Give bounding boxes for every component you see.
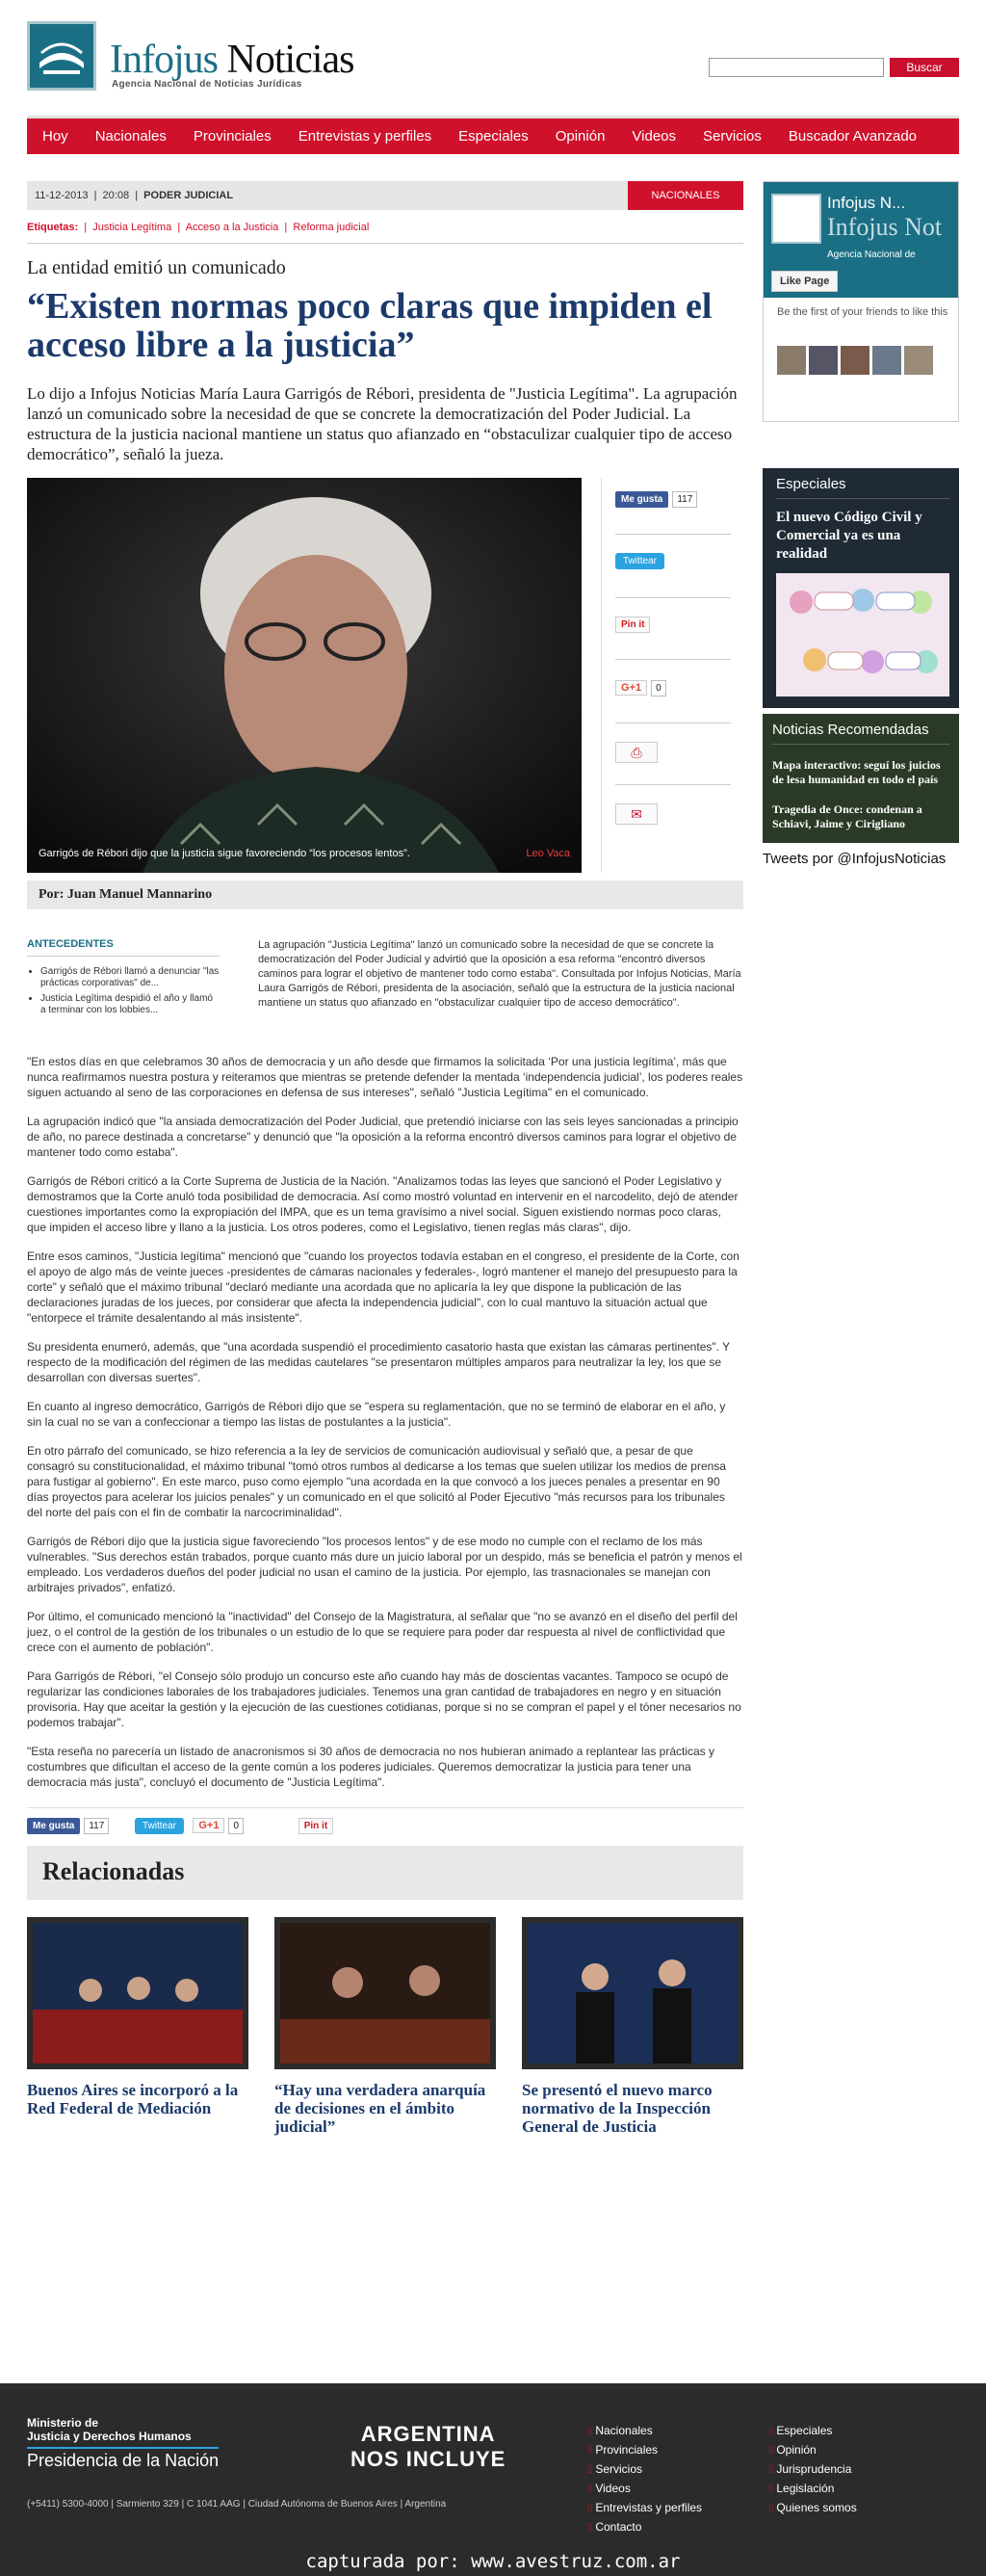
antecedentes-title: ANTECEDENTES xyxy=(27,938,220,957)
related-card[interactable] xyxy=(274,1917,496,2136)
main-nav xyxy=(27,116,959,154)
related-title[interactable]: “Hay una verdadera anarquía de decisiones en el ámbito judicial” xyxy=(274,2081,486,2136)
article-paragraph: En cuanto al ingreso democrático, Garrigós de Rébori dijo que se "espera su reglamentación, que no se terminó de elaborar en el año, y sin la cual no se van a confeccionar a tiempo las listas de postulantes a la justicia". xyxy=(27,1400,726,1429)
logo-name: Infojus xyxy=(110,38,218,82)
media-row xyxy=(27,478,743,873)
footer-link[interactable]: ⁞⁞ Especiales xyxy=(768,2422,857,2441)
related-card[interactable] xyxy=(27,1917,248,2117)
article-paragraph: Garrigós de Rébori criticó a la Corte Suprema de Justicia de la Nación. "Analizamos todas las leyes que sancionó el Poder Legislativo y demostramos que la Corte anuló toda posibilidad de democracia. Así como mostró voluntad en intervenir en el narcodelito, dejó de atender cuestiones importantes como la expropiación del IMPA, que es un tema gravísimo a nivel social. Siguen existiendo normas poco claras, que impiden el acceso libre y llano a la justicia. Los otros poderes, como el Legislativo, tienen reglas más claras", dijo. xyxy=(27,1174,739,1234)
argentina-line-1: ARGENTINA xyxy=(360,2422,496,2446)
footer-link[interactable]: ⁞⁞ Contacto xyxy=(587,2518,702,2537)
gplus-count: 0 xyxy=(651,680,666,697)
tag-link[interactable]: Justicia Legítima xyxy=(92,222,172,233)
mail-icon: ✉ xyxy=(615,803,658,825)
sidebar xyxy=(763,181,959,868)
article-paragraph: Su presidenta enumeró, además, que "una acordada suspendió el procedimiento casatorio hasta que existan las cámaras pertinentes". Y respecto de la modificación del régimen de las medidas cautelares "se presentaron múltiples amparos para neutralizar la ley, los que se desarrollan con diversas suertes". xyxy=(27,1340,730,1384)
nav-item-opinion[interactable]: Opinión xyxy=(555,128,606,145)
gplus-button[interactable]: G+1 xyxy=(615,680,647,696)
article-paragraph: Garrigós de Rébori dijo que la justicia sigue favoreciendo "los procesos lentos" y de ese modo no cumple con el reclamo de los más vulnerables. "Sus derechos están trabados, porque cuanto más dure un juicio laboral por un despido, más se beneficia el patrón y menos el empleado. Los verdaderos dueños del poder judicial no usan el camino de la justicia. Por ejemplo, las trasnacionales se manejan con arbitrajes privados", enfatizó. xyxy=(27,1535,742,1594)
tags-label: Etiquetas: xyxy=(27,222,79,233)
gplus-count: 0 xyxy=(228,1818,244,1834)
fb-like-count: 117 xyxy=(672,491,697,508)
antecedente-link[interactable]: • Justicia Legítima despidió el año y llamó a terminar con los lobbies... xyxy=(40,993,220,1016)
nav-item-videos[interactable]: Videos xyxy=(632,128,677,145)
article-paragraph: "En estos días en que celebramos 30 años de democracia y un año desde que firmamos la solicitada ‘Por una justicia legítima’, más que nunca reafirmamos nuestra postura y reiteramos que mientras se pretende defender la mentada ‘independencia judicial’, los poderes reales siguen actuando al seno de las corporaciones en defensa de sus intereses", señaló "Justicia Legítima" en el comunicado. xyxy=(27,1055,743,1099)
footer-link[interactable]: ⁞⁞ Nacionales xyxy=(587,2422,702,2441)
footer-link[interactable]: ⁞⁞ Legislación xyxy=(768,2480,857,2499)
related-image xyxy=(27,1917,248,2069)
email-button[interactable] xyxy=(615,803,658,825)
related-title[interactable]: Se presentó el nuevo marco normativo de la Inspección General de Justicia xyxy=(522,2081,713,2136)
tag-link[interactable]: Acceso a la Justicia xyxy=(185,222,279,233)
tags-row: Etiquetas: | Justicia Legítima | Acceso a la Justicia | Reforma judicial xyxy=(27,222,370,233)
article-time: 20:08 xyxy=(102,190,130,201)
pinterest-widget xyxy=(615,617,650,633)
fb-page-name[interactable]: Infojus N... xyxy=(827,194,906,212)
article-dateline: 11-12-2013 | 20:08 | PODER JUDICIAL xyxy=(35,190,234,201)
avatar[interactable] xyxy=(809,346,838,375)
footer-address: (+5411) 5300-4000 | Sarmiento 329 | C 1041 AAG | Ciudad Autónoma de Buenos Aires | Argentina xyxy=(27,2499,447,2510)
recomendada-link[interactable]: Tragedia de Once: condenan a Schiavi, Jaime y Cirigliano xyxy=(772,802,922,830)
article-photo[interactable] xyxy=(27,478,582,873)
article-kicker: La entidad emitió un comunicado xyxy=(27,257,286,278)
related-title[interactable]: Buenos Aires se incorporó a la Red Federal de Mediación xyxy=(27,2081,239,2117)
footer-link[interactable]: ⁞⁞ Videos xyxy=(587,2480,702,2499)
avatar[interactable] xyxy=(841,346,869,375)
nav-item-nacionales[interactable]: Nacionales xyxy=(94,128,167,145)
article-paragraph: Por último, el comunicado mencionó la "inactividad" del Consejo de la Magistratura, al señalar que "no se avanzó en el diseño del perfil del juez, o el control de la gestión de los tribunales o un estudio de lo que se requiere para poder dar respuesta al nivel de conflictividad que crece con el aumento de población". xyxy=(27,1610,738,1654)
article-body xyxy=(27,1054,743,1790)
antecedente-link[interactable]: • Garrigós de Rébori llamó a denunciar "las prácticas corporativas" de... xyxy=(40,966,220,989)
fb-friend-faces xyxy=(777,346,933,375)
intro-block xyxy=(27,938,743,1044)
presidency-logo[interactable]: Presidencia de la Nación xyxy=(27,2447,219,2471)
fb-like-count: 117 xyxy=(84,1818,109,1834)
pin-it-button[interactable]: Pin it xyxy=(615,617,650,633)
portrait-image xyxy=(27,478,582,873)
section-badge[interactable]: NACIONALES xyxy=(628,181,743,210)
related-row xyxy=(27,1917,743,2139)
antecedentes-list xyxy=(27,966,220,1016)
pin-it-button[interactable]: Pin it xyxy=(298,1818,333,1834)
site-footer xyxy=(0,2383,986,2576)
photo-caption: Garrigós de Rébori dijo que la justicia sigue favoreciendo “los procesos lentos”. xyxy=(39,848,410,859)
book-logo-icon xyxy=(27,21,96,91)
article-meta-bar xyxy=(27,181,743,210)
fb-page-sub: Agencia Nacional de xyxy=(827,250,916,260)
avatar[interactable] xyxy=(904,346,933,375)
print-button[interactable] xyxy=(615,742,658,763)
especiales-box xyxy=(763,468,959,708)
search-button[interactable]: Buscar xyxy=(890,58,959,77)
divider xyxy=(615,659,731,660)
footer-link[interactable]: ⁞⁞ Entrevistas y perfiles xyxy=(587,2499,702,2518)
divider xyxy=(27,243,743,244)
footer-link[interactable]: ⁞⁞ Quienes somos xyxy=(768,2499,857,2518)
ministry-line-2: Justicia y Derechos Humanos xyxy=(27,2430,192,2443)
facebook-cover xyxy=(764,182,958,298)
article-column xyxy=(27,181,743,2139)
author-byline: Por: Juan Manuel Mannarino xyxy=(27,881,743,909)
fb-like-button[interactable]: Me gusta xyxy=(615,491,668,508)
especiales-feature-image[interactable] xyxy=(776,573,949,697)
logo-title xyxy=(110,37,353,83)
avatar[interactable] xyxy=(777,346,806,375)
tweet-button[interactable]: Twittear xyxy=(135,1818,184,1834)
logo-subtitle: Agencia Nacional de Noticias Jurídicas xyxy=(112,79,302,90)
related-card[interactable] xyxy=(522,1917,743,2136)
antecedentes-box xyxy=(27,938,220,1020)
nav-item-hoy[interactable]: Hoy xyxy=(42,128,68,145)
nav-item-especiales[interactable]: Especiales xyxy=(458,128,529,145)
footer-links-1 xyxy=(587,2422,702,2537)
fb-like-widget xyxy=(615,491,697,508)
footer-links-2 xyxy=(768,2422,857,2518)
argentina-line-2: NOS INCLUYE xyxy=(350,2447,506,2471)
fb-like-button[interactable]: Me gusta xyxy=(27,1818,80,1834)
like-page-button[interactable]: Like Page xyxy=(771,271,838,292)
nav-item-servicios[interactable]: Servicios xyxy=(703,128,762,145)
related-image xyxy=(522,1917,743,2069)
footer-link[interactable]: ⁞⁞ Jurisprudencia xyxy=(768,2460,857,2480)
footer-link[interactable]: ⁞⁞ Opinión xyxy=(768,2441,857,2460)
print-icon: ⎙ xyxy=(615,742,658,763)
nav-item-entrevistas[interactable]: Entrevistas y perfiles xyxy=(298,128,432,145)
article-section: PODER JUDICIAL xyxy=(143,190,234,201)
article-paragraph: Entre esos caminos, "Justicia legítima" mencionó que "cuando los proyectos todavía estaban en el congreso, el presidente de la Corte, con el apoyo de algo más de veinte jueces -presidentes de cámaras nacionales y federales-, logró mantener el manejo del presupuesto para la corte" y señaló que el máximo tribunal "declaró mediante una acordada que no aplicaría la ley que dispone la publicación de las declaraciones juradas de los jueces, por considerar que afecta la independencia judicial", con lo cual mantuvo la situación actual que "entorpece el trámite desalentando al más insistente". xyxy=(27,1249,740,1325)
facebook-page-widget xyxy=(763,181,959,422)
tweets-widget[interactable]: Tweets por @InfojusNoticias xyxy=(763,851,947,867)
footer-link[interactable]: ⁞⁞ Provinciales xyxy=(587,2441,702,2460)
nav-item-provinciales[interactable]: Provinciales xyxy=(193,128,272,145)
divider xyxy=(615,597,731,598)
article-paragraph: "Esta reseña no parecería un listado de anacronismos si 30 años de democracia no nos hubieran animado a replantear las prácticas y costumbres que dificultan el acceso de la gente común a los poderes judiciales. Queremos democratizar la justicia para tener una democracia más justa", concluyó el documento de "Justicia Legítima". xyxy=(27,1745,715,1789)
fb-friends-text: Be the first of your friends to like this xyxy=(777,306,948,318)
tag-link[interactable]: Reforma judicial xyxy=(293,222,370,233)
article-paragraph: La agrupación indicó que "la ansiada democratización del Poder Judicial, que pretendió iniciarse con las seis leyes sancionadas a principio de año, no parece destinada a concretarse" y denunció que "la oposición a la reforma encontró diversos caminos para lograr el objetivo de mantener todo como estaba". xyxy=(27,1115,739,1159)
tweet-button[interactable]: Twittear xyxy=(615,553,664,569)
divider xyxy=(615,534,731,535)
argentina-nos-incluye-logo xyxy=(350,2422,506,2472)
gplus-widget xyxy=(615,680,666,697)
share-column xyxy=(601,478,743,873)
divider xyxy=(615,784,731,785)
intro-paragraph: La agrupación "Justicia Legítima" lanzó un comunicado sobre la necesidad de que se concrete la democratización del Poder Judicial y advirtió que la oposición a esa reforma "encontró diversos caminos para lograr el objetivo de mantener todo como estaba". Consultada por Infojus Noticias, María Laura Garrigós de Rébori, presidenta de la asociación, señaló que la estructura de la justicia nacional mantiene un status quo afianzado en "obstaculizar cualquier tipo de acceso democrático". xyxy=(258,939,741,1009)
related-header: Relacionadas xyxy=(27,1846,743,1900)
bottom-share-bar xyxy=(27,1807,743,1836)
article-paragraph: En otro párrafo del comunicado, se hizo referencia a la ley de servicios de comunicación audiovisual y señaló que, a pesar de que consagró su constitucionalidad, el máximo tribunal "tomó otros rumbos al dedicarse a los temas que suelen utilizar los medios de prensa para fustigar al gobierno". En este marco, puso como ejemplo "una acordada en la que convocó a los jueces penales a presentar en 90 días proyectos para acelerar los juicios penales" y un comunicado en el que solicitó al Poder Ejecutivo "más recursos para los tribunales del norte del país con el fin de combatir la narcocriminalidad". xyxy=(27,1444,726,1519)
especiales-title: Especiales xyxy=(776,476,949,499)
article-date: 11-12-2013 xyxy=(35,190,89,201)
fb-page-cover-text: Infojus Not xyxy=(827,213,943,241)
related-image xyxy=(274,1917,496,2069)
footer-link[interactable]: ⁞⁞ Servicios xyxy=(587,2460,702,2480)
gplus-button[interactable]: G+1 xyxy=(193,1818,224,1833)
avatar[interactable] xyxy=(872,346,901,375)
recomendadas-title: Noticias Recomendadas xyxy=(772,722,949,745)
article-headline: “Existen normas poco claras que impiden el acceso libre a la justicia” xyxy=(27,286,713,365)
search-input[interactable] xyxy=(709,58,884,77)
logo-name-2: Noticias xyxy=(226,38,354,82)
ministry-logo[interactable] xyxy=(27,2416,192,2443)
site-logo[interactable] xyxy=(27,21,412,98)
capture-watermark: capturada por: www.avestruz.com.ar xyxy=(305,2551,681,2572)
photo-credit: Leo Vaca xyxy=(526,848,570,859)
recomendadas-box xyxy=(763,714,959,843)
page-logo-icon xyxy=(771,194,821,244)
ministry-line-1: Ministerio de xyxy=(27,2416,99,2430)
tweet-widget xyxy=(615,553,664,569)
recomendada-link[interactable]: Mapa interactivo: seguí los juicios de lesa humanidad en todo el país xyxy=(772,758,941,786)
article-paragraph: Para Garrigós de Rébori, "el Consejo sólo produjo un concurso este año cuando hay más de doscientas vacantes. Tampoco se ocupó de regularizar las condiciones laborales de los trabajadores judiciales. Tenemos una gran cantidad de trabajadores en negro y en situación provisoria. Hay que aceitar la gestión y la ejecución de las cuestiones cotidianas, porque si no se compran el papel y el tóner necesarios no podemos trabajar". xyxy=(27,1669,741,1729)
nav-item-buscador[interactable]: Buscador Avanzado xyxy=(788,128,918,145)
especiales-feature-link[interactable]: El nuevo Código Civil y Comercial ya es una realidad xyxy=(776,510,922,562)
site-header xyxy=(27,21,959,98)
article-lead: Lo dijo a Infojus Noticias María Laura Garrigós de Rébori, presidenta de "Justicia Legítima". La agrupación lanzó un comunicado sobre la necesidad de que se concrete la democratización del Poder Judicial. La estructura de la justicia nacional mantiene un status quo afianzado en “obstaculizar cualquier tipo de acceso democrático”, señaló la jueza. xyxy=(27,384,738,463)
